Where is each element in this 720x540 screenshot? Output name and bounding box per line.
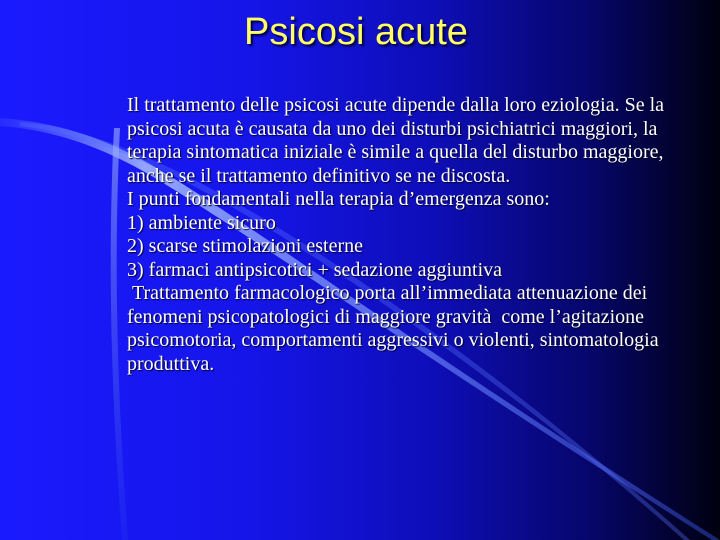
list-item-2: 2) scarse stimolazioni esterne (127, 235, 364, 257)
paragraph-treatment: Trattamento farmacologico porta all’immediata attenuazione dei fenomeni psicopatologici di maggiore gravità come l’agitazione psicomotoria, comportamenti aggressivi o violenti, sintomatologia produttiva. (127, 282, 664, 375)
paragraph-key-points: I punti fondamentali nella terapia d’emergenza sono: (127, 188, 550, 210)
list-item-3: 3) farmaci antipsicotici + sedazione aggiuntiva (127, 258, 503, 281)
slide-body (127, 94, 707, 376)
slide-title: Psicosi acute (244, 11, 468, 53)
list-item-1: 1) ambiente sicuro (127, 211, 276, 234)
paragraph-intro: Il trattamento delle psicosi acute dipende dalla loro eziologia. Se la psicosi acuta è causata da uno dei disturbi psichiatrici maggiori, la terapia sintomatica iniziale è simile a quella del disturbo maggiore, anche se il trattamento definitivo se ne discosta. (127, 94, 665, 187)
swoosh-vertical (111, 128, 128, 540)
